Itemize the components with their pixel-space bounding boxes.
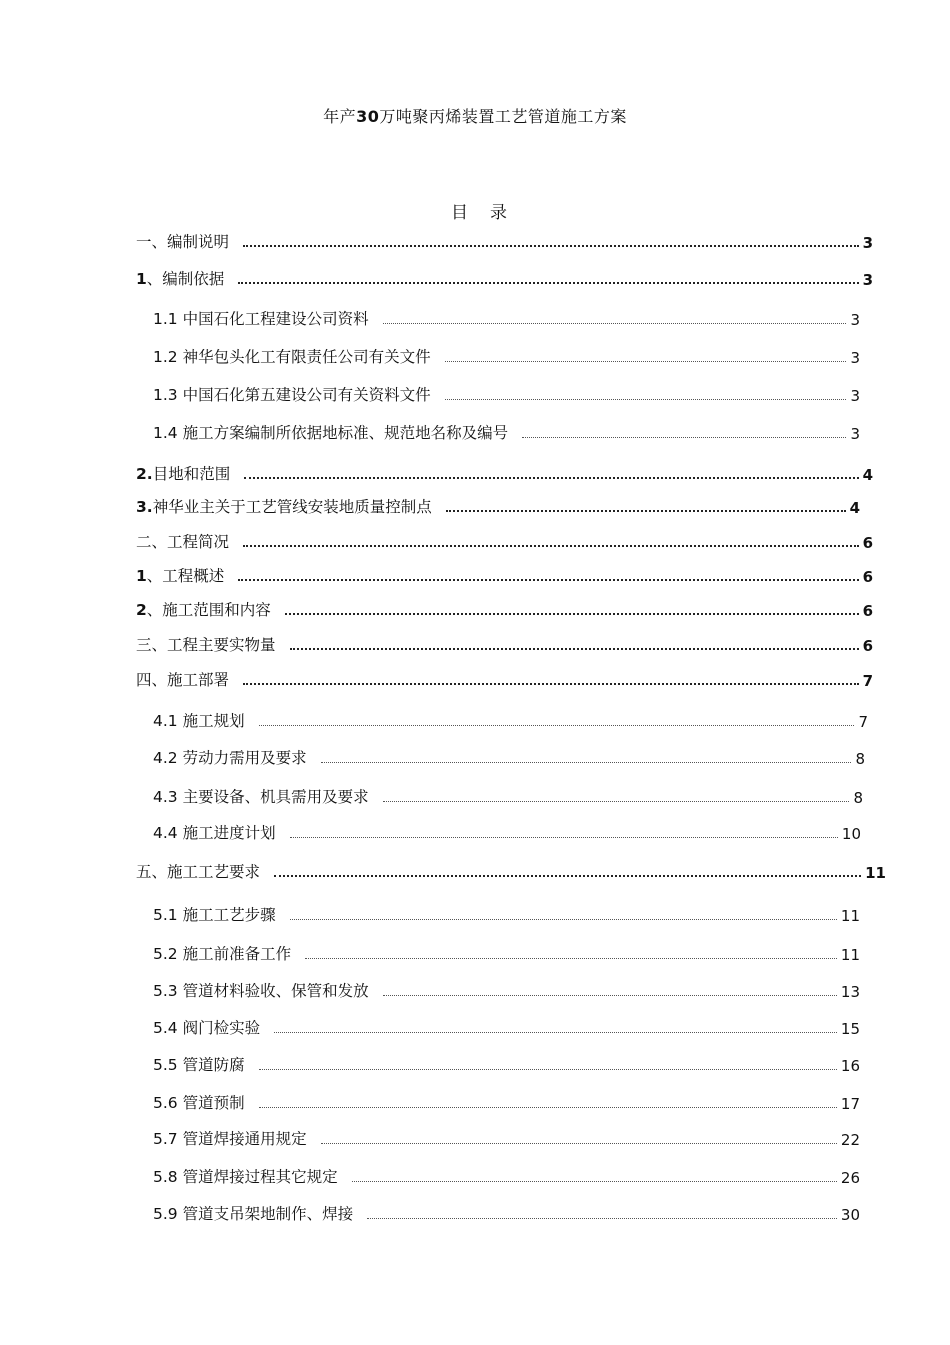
toc-leader-dots bbox=[321, 762, 852, 763]
toc-entry[interactable] bbox=[153, 1051, 860, 1075]
toc-entry[interactable] bbox=[136, 631, 873, 655]
toc-entry-page: 11 bbox=[865, 864, 886, 882]
toc-entry[interactable] bbox=[153, 1089, 860, 1113]
toc-leader-dots bbox=[243, 683, 859, 685]
toc-entry[interactable] bbox=[136, 858, 886, 882]
toc-leader-dots bbox=[367, 1218, 837, 1219]
toc-entry-label: 4.4 施工进度计划 bbox=[153, 824, 276, 842]
toc-entry-label: 5.5 管道防腐 bbox=[153, 1056, 245, 1074]
toc-entry-page: 13 bbox=[840, 983, 860, 1001]
toc-entry-page: 11 bbox=[840, 946, 860, 964]
toc-entry[interactable] bbox=[136, 528, 873, 552]
toc-leader-dots bbox=[243, 245, 859, 247]
document-title bbox=[0, 104, 950, 127]
toc-entry-label: 四、施工部署 bbox=[136, 671, 230, 689]
toc-entry-label: 神华业主关于工艺管线安装地质量控制点 bbox=[152, 498, 432, 516]
toc-leader-dots bbox=[259, 1069, 837, 1070]
toc-entry-page: 7 bbox=[858, 713, 868, 731]
toc-entry[interactable] bbox=[136, 666, 873, 690]
toc-entry-page: 6 bbox=[862, 534, 873, 552]
toc-entry-label: 5.1 施工工艺步骤 bbox=[153, 906, 276, 924]
toc-entry-label: 一、编制说明 bbox=[136, 233, 230, 251]
toc-entry-page: 3 bbox=[850, 311, 860, 329]
toc-entry[interactable] bbox=[153, 305, 860, 329]
toc-entry-page: 26 bbox=[840, 1169, 860, 1187]
toc-leader-dots bbox=[238, 282, 858, 284]
toc-leader-dots bbox=[305, 958, 837, 959]
toc-entry[interactable] bbox=[153, 783, 863, 807]
toc-entry-number: 1 bbox=[136, 567, 147, 585]
toc-entry-page: 3 bbox=[850, 349, 860, 367]
toc-entry-label: 4.1 施工规划 bbox=[153, 712, 245, 730]
toc-leader-dots bbox=[290, 837, 838, 838]
toc-leader-dots bbox=[259, 725, 855, 726]
toc-heading: 目录 bbox=[451, 203, 529, 223]
toc-entry-label: 、工程概述 bbox=[146, 567, 225, 585]
toc-entry[interactable] bbox=[136, 265, 873, 289]
toc-entry[interactable] bbox=[153, 1014, 860, 1038]
toc-entry-page: 6 bbox=[862, 637, 873, 655]
toc-leader-dots bbox=[383, 801, 850, 802]
toc-entry-page: 6 bbox=[862, 602, 873, 620]
toc-leader-dots bbox=[383, 995, 837, 996]
toc-entry[interactable] bbox=[136, 562, 873, 586]
toc-entry[interactable] bbox=[153, 381, 860, 405]
toc-entry-page: 4 bbox=[862, 466, 873, 484]
toc-leader-dots bbox=[446, 510, 846, 512]
toc-leader-dots bbox=[445, 399, 847, 400]
toc-entry[interactable] bbox=[153, 940, 860, 964]
toc-entry[interactable] bbox=[153, 819, 861, 843]
toc-entry-label: 5.2 施工前准备工作 bbox=[153, 945, 292, 963]
toc-entry-label: 5.9 管道支吊架地制作、焊接 bbox=[153, 1205, 354, 1223]
toc-entry[interactable] bbox=[136, 228, 873, 252]
toc-entry[interactable] bbox=[153, 744, 865, 768]
toc-leader-dots bbox=[285, 613, 859, 615]
toc-entry-page: 6 bbox=[862, 568, 873, 586]
toc-entry-label: 1.4 施工方案编制所依据地标准、规范地名称及编号 bbox=[153, 424, 509, 442]
toc-entry-label: 三、工程主要实物量 bbox=[136, 636, 276, 654]
toc-leader-dots bbox=[290, 648, 859, 650]
toc-entry-page: 3 bbox=[850, 425, 860, 443]
toc-entry-label: 5.8 管道焊接过程其它规定 bbox=[153, 1168, 338, 1186]
toc-entry[interactable] bbox=[153, 901, 860, 925]
toc-entry-number: 2 bbox=[136, 601, 147, 619]
toc-entry-number: 2. bbox=[136, 465, 153, 483]
toc-leader-dots bbox=[244, 477, 858, 479]
toc-entry-page: 3 bbox=[862, 271, 873, 289]
toc-entry-page: 30 bbox=[840, 1206, 860, 1224]
toc-entry[interactable] bbox=[153, 1125, 860, 1149]
toc-entry-page: 22 bbox=[840, 1131, 860, 1149]
toc-entry-page: 10 bbox=[841, 825, 861, 843]
toc-leader-dots bbox=[445, 361, 847, 362]
title-suffix: 万吨聚丙烯装置工艺管道施工方案 bbox=[379, 107, 627, 126]
toc-entry[interactable] bbox=[153, 1163, 860, 1187]
toc-leader-dots bbox=[274, 1032, 837, 1033]
toc-entry[interactable] bbox=[136, 460, 873, 484]
toc-entry-label: 5.4 阀门检实验 bbox=[153, 1019, 261, 1037]
toc-leader-dots bbox=[522, 437, 846, 438]
toc-leader-dots bbox=[383, 323, 847, 324]
toc-leader-dots bbox=[274, 875, 861, 877]
toc-leader-dots bbox=[259, 1107, 837, 1108]
toc-entry-page: 16 bbox=[840, 1057, 860, 1075]
toc-entry[interactable] bbox=[153, 1200, 860, 1224]
toc-entry-page: 3 bbox=[850, 387, 860, 405]
toc-leader-dots bbox=[238, 579, 858, 581]
toc-entry-page: 3 bbox=[862, 234, 873, 252]
toc-entry[interactable] bbox=[153, 419, 860, 443]
toc-entry[interactable] bbox=[136, 493, 860, 517]
toc-entry-number: 1 bbox=[136, 270, 147, 288]
toc-entry-label: 目地和范围 bbox=[152, 465, 231, 483]
toc-entry-number: 3. bbox=[136, 498, 153, 516]
toc-entry-page: 4 bbox=[849, 499, 860, 517]
toc-entry-label: 4.3 主要设备、机具需用及要求 bbox=[153, 788, 369, 806]
toc-entry-page: 8 bbox=[853, 789, 863, 807]
toc-entry-page: 7 bbox=[862, 672, 873, 690]
toc-entry-label: 五、施工工艺要求 bbox=[136, 863, 261, 881]
toc-entry-label: 1.2 神华包头化工有限责任公司有关文件 bbox=[153, 348, 431, 366]
title-prefix: 年产 bbox=[323, 107, 357, 126]
toc-entry[interactable] bbox=[153, 977, 860, 1001]
toc-entry-page: 11 bbox=[840, 907, 860, 925]
toc-leader-dots bbox=[321, 1143, 837, 1144]
toc-entry-label: 、施工范围和内容 bbox=[146, 601, 271, 619]
toc-entry[interactable] bbox=[153, 343, 860, 367]
toc-leader-dots bbox=[243, 545, 859, 547]
toc-entry-label: 5.7 管道焊接通用规定 bbox=[153, 1130, 307, 1148]
toc-entry-page: 17 bbox=[840, 1095, 860, 1113]
toc-entry-label: 二、工程简况 bbox=[136, 533, 230, 551]
toc-leader-dots bbox=[290, 919, 837, 920]
toc-entry-label: 1.1 中国石化工程建设公司资料 bbox=[153, 310, 369, 328]
toc-entry-page: 8 bbox=[855, 750, 865, 768]
title-number: 30 bbox=[356, 107, 380, 126]
toc-entry[interactable] bbox=[136, 596, 873, 620]
toc-leader-dots bbox=[352, 1181, 837, 1182]
toc-entry-label: 5.6 管道预制 bbox=[153, 1094, 245, 1112]
toc-entry-label: 4.2 劳动力需用及要求 bbox=[153, 749, 307, 767]
toc-entry-label: 1.3 中国石化第五建设公司有关资料文件 bbox=[153, 386, 431, 404]
toc-entry-page: 15 bbox=[840, 1020, 860, 1038]
toc-entry[interactable] bbox=[153, 707, 868, 731]
toc-entry-label: 5.3 管道材料验收、保管和发放 bbox=[153, 982, 369, 1000]
toc-entry-label: 、编制依据 bbox=[146, 270, 225, 288]
